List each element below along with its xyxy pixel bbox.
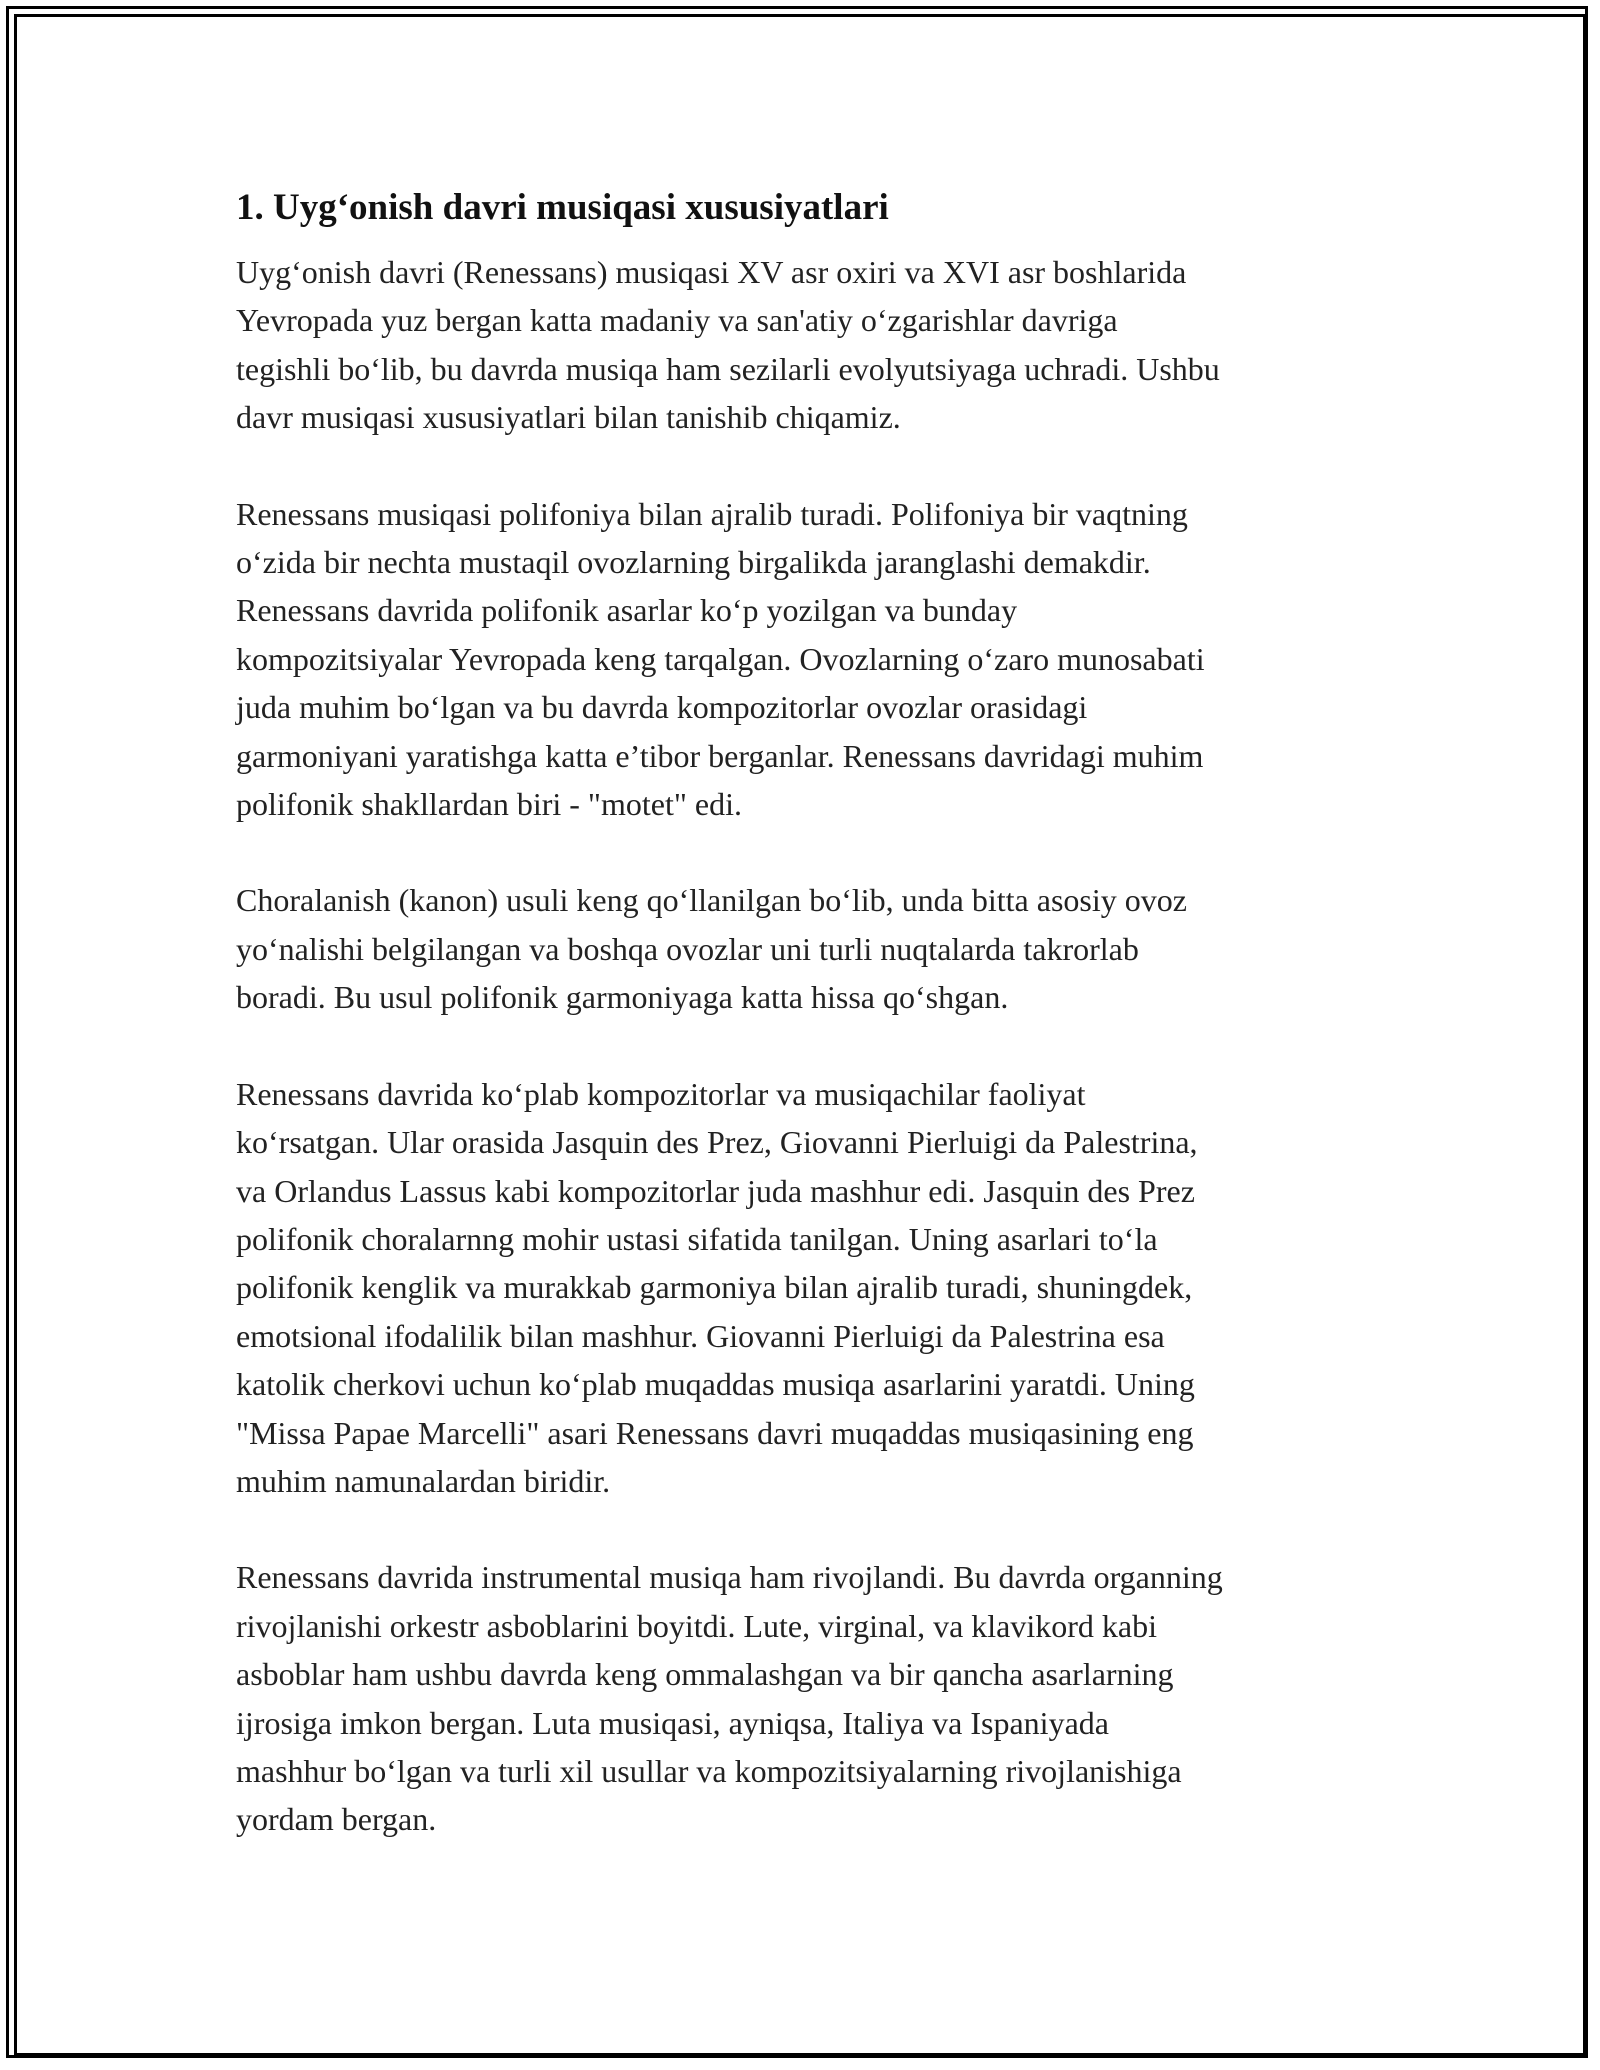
text-line: kompozitsiyalar Yevropada keng tarqalgan. Ovozlarning o‘zaro munosabati <box>236 640 1205 677</box>
text-line: garmoniyani yaratishga katta e’tibor berganlar. Renessans davridagi muhim <box>236 737 1204 774</box>
paragraph-intro <box>236 248 1376 442</box>
text-line: boradi. Bu usul polifonik garmoniyaga katta hissa qo‘shgan. <box>236 979 1009 1016</box>
text-line: Yevropada yuz bergan katta madaniy va san'atiy o‘zgarishlar davriga <box>236 302 1118 339</box>
section-heading: 1. Uyg‘onish davri musiqasi xususiyatlari <box>236 187 889 228</box>
text-line: Choralanish (kanon) usuli keng qo‘llanilgan bo‘lib, unda bitta asosiy ovoz <box>236 882 1187 919</box>
text-line: muhim namunalardan biridir. <box>236 1462 611 1499</box>
paragraph-polyphony <box>236 490 1376 829</box>
text-line: emotsional ifodalilik bilan mashhur. Giovanni Pierluigi da Palestrina esa <box>236 1317 1165 1354</box>
document-body <box>236 186 1376 1892</box>
text-line: mashhur bo‘lgan va turli xil usullar va kompozitsiyalarning rivojlanishiga <box>236 1752 1182 1789</box>
text-line: Uyg‘onish davri (Renessans) musiqasi XV asr oxiri va XVI asr boshlarida <box>236 254 1187 290</box>
text-line: "Missa Papae Marcelli" asari Renessans davri muqaddas musiqasining eng <box>236 1414 1194 1451</box>
paragraph-composers <box>236 1070 1376 1506</box>
text-line: Renessans davrida ko‘plab kompozitorlar va musiqachilar faoliyat <box>236 1075 1086 1112</box>
text-line: Renessans davrida polifonik asarlar ko‘p yozilgan va bunday <box>236 592 1018 629</box>
text-line: yordam bergan. <box>236 1801 437 1838</box>
text-line: juda muhim bo‘lgan va bu davrda kompozitorlar ovozlar orasidagi <box>236 689 1088 726</box>
text-line: o‘zida bir nechta mustaqil ovozlarning birgalikda jaranglashi demakdir. <box>236 544 1151 581</box>
text-line: davr musiqasi xususiyatlari bilan tanishib chiqamiz. <box>236 399 901 436</box>
paragraph-instrumental <box>236 1553 1376 1843</box>
text-line: polifonik choralarnng mohir ustasi sifatida tanilgan. Uning asarlari to‘la <box>236 1220 1158 1257</box>
paragraph-canon <box>236 876 1376 1021</box>
text-line: rivojlanishi orkestr asboblarini boyitdi. Lute, virginal, va klavikord kabi <box>236 1607 1158 1644</box>
text-line: asboblar ham ushbu davrda keng ommalashgan va bir qancha asarlarning <box>236 1656 1174 1693</box>
text-line: yo‘nalishi belgilangan va boshqa ovozlar uni turli nuqtalarda takrorlab <box>236 930 1139 967</box>
text-line: ko‘rsatgan. Ular orasida Jasquin des Prez, Giovanni Pierluigi da Palestrina, <box>236 1124 1198 1161</box>
text-line: Renessans davrida instrumental musiqa ham rivojlandi. Bu davrda organning <box>236 1559 1223 1596</box>
text-line: Renessans musiqasi polifoniya bilan ajralib turadi. Polifoniya bir vaqtning <box>236 495 1188 532</box>
text-line: katolik cherkovi uchun ko‘plab muqaddas musiqa asarlarini yaratdi. Uning <box>236 1366 1195 1403</box>
text-line: polifonik kenglik va murakkab garmoniya bilan ajralib turadi, shuningdek, <box>236 1269 1193 1306</box>
text-line: ijrosiga imkon bergan. Luta musiqasi, ayniqsa, Italiya va Ispaniyada <box>236 1704 1109 1741</box>
text-line: va Orlandus Lassus kabi kompozitorlar juda mashhur edi. Jasquin des Prez <box>236 1172 1195 1209</box>
text-line: polifonik shakllardan biri - "motet" edi. <box>236 786 743 823</box>
text-line: tegishli bo‘lib, bu davrda musiqa ham sezilarli evolyutsiyaga uchradi. Ushbu <box>236 350 1220 387</box>
